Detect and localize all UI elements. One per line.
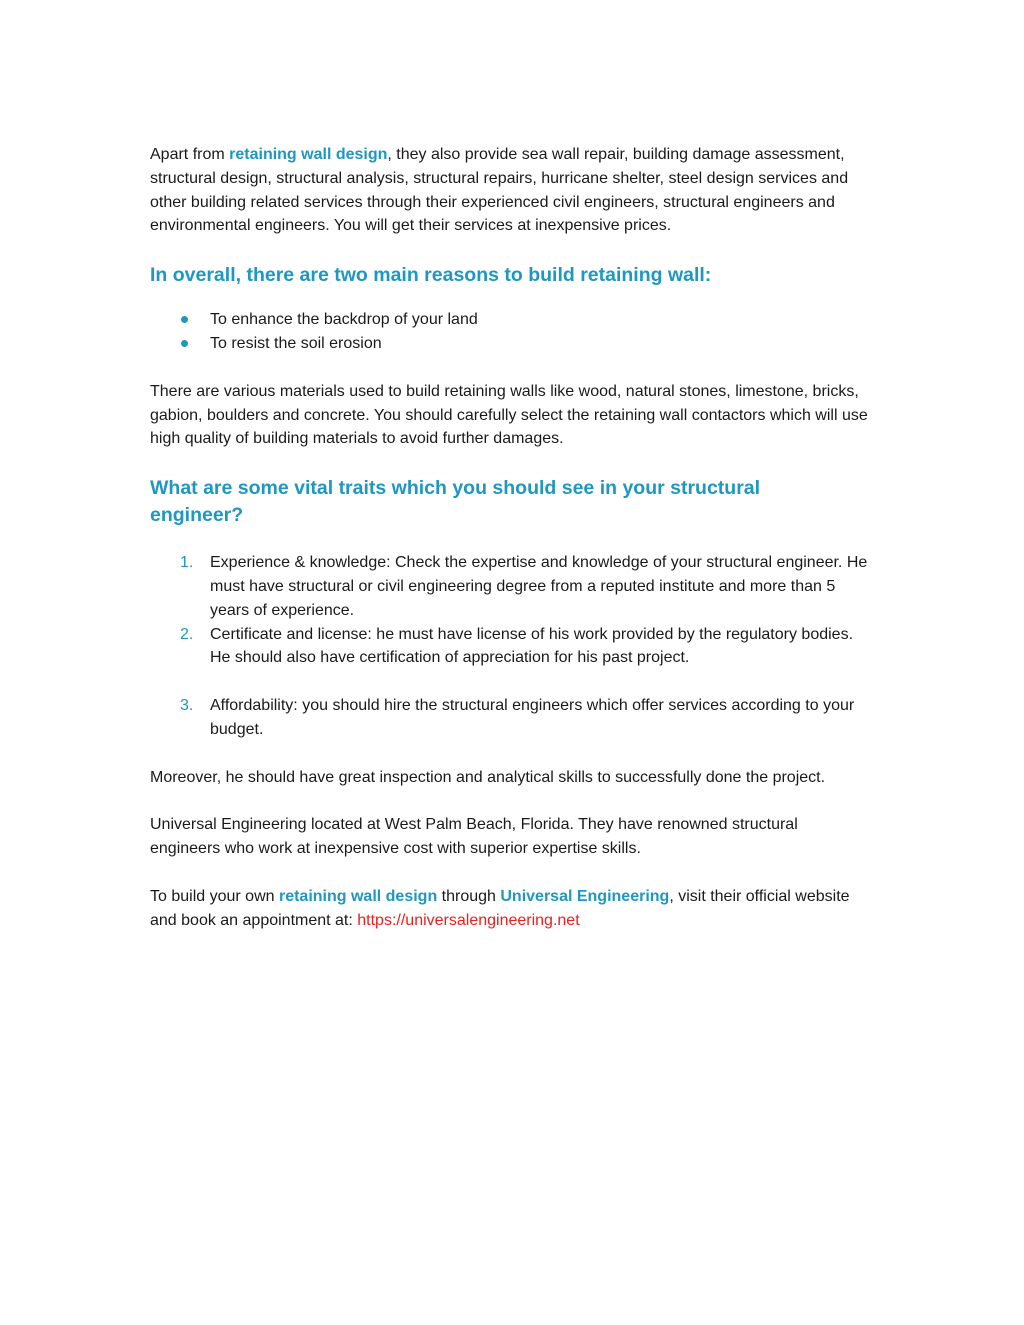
- intro-prefix: Apart from: [150, 146, 230, 163]
- traits-heading: What are some vital traits which you should see in your structural engineer?: [150, 477, 761, 527]
- list-item: [180, 332, 870, 356]
- list-item: [180, 694, 870, 742]
- traits-list: [180, 551, 870, 741]
- closing-rest: , visit their official website and book an appointment at:: [150, 887, 850, 929]
- list-item: [180, 308, 870, 332]
- list-item: [180, 623, 870, 671]
- list-number: 3.: [180, 696, 194, 714]
- trait-text: Affordability: you should hire the structural engineers which offer services according to your budget.: [210, 696, 855, 738]
- universal-engineering-link[interactable]: Universal Engineering: [500, 887, 670, 905]
- reasons-list: [180, 308, 870, 356]
- intro-rest: , they also provide sea wall repair, building damage assessment, structural design, structural analysis, structural repairs, hurricane shelter, steel design services and other building related services through their experienced civil engineers, structural engineers and environmental engineers. You will get their services at inexpensive prices.: [150, 146, 849, 235]
- retaining-wall-design-link[interactable]: retaining wall design: [278, 887, 438, 905]
- bullet-icon: [181, 340, 188, 347]
- retaining-wall-design-link[interactable]: retaining wall design: [229, 146, 388, 163]
- list-number: 2.: [180, 625, 194, 643]
- bullet-icon: [181, 316, 188, 323]
- closing-prefix: To build your own: [150, 887, 279, 905]
- reasons-heading: In overall, there are two main reasons to build retaining wall:: [150, 264, 712, 287]
- materials-paragraph: There are various materials used to build retaining walls like wood, natural stones, limestone, bricks, gabion, boulders and concrete. You should carefully select the retaining wall contactors which will use high quality of building materials to avoid further damages.: [150, 382, 868, 448]
- intro-paragraph: [150, 143, 870, 238]
- reason-text: To resist the soil erosion: [210, 334, 382, 352]
- closing-paragraph: [150, 885, 870, 933]
- moreover-paragraph: Moreover, he should have great inspection and analytical skills to successfully done the project.: [150, 768, 826, 786]
- trait-text: Certificate and license: he must have license of his work provided by the regulatory bodies. He should also have certification of appreciation for his past project.: [210, 625, 854, 667]
- document-page: [150, 143, 870, 933]
- closing-middle: through: [437, 887, 501, 905]
- trait-text: Experience & knowledge: Check the expertise and knowledge of your structural engineer. He must have structural or civil engineering degree from a reputed institute and more than 5 years of experience.: [210, 554, 868, 619]
- reason-text: To enhance the backdrop of your land: [210, 311, 478, 329]
- universal-paragraph: Universal Engineering located at West Palm Beach, Florida. They have renowned structural engineers who work at inexpensive cost with superior expertise skills.: [150, 816, 798, 858]
- list-number: 1.: [180, 554, 194, 572]
- website-url-link[interactable]: https://universalengineering.net: [357, 911, 580, 929]
- list-item: [180, 551, 870, 622]
